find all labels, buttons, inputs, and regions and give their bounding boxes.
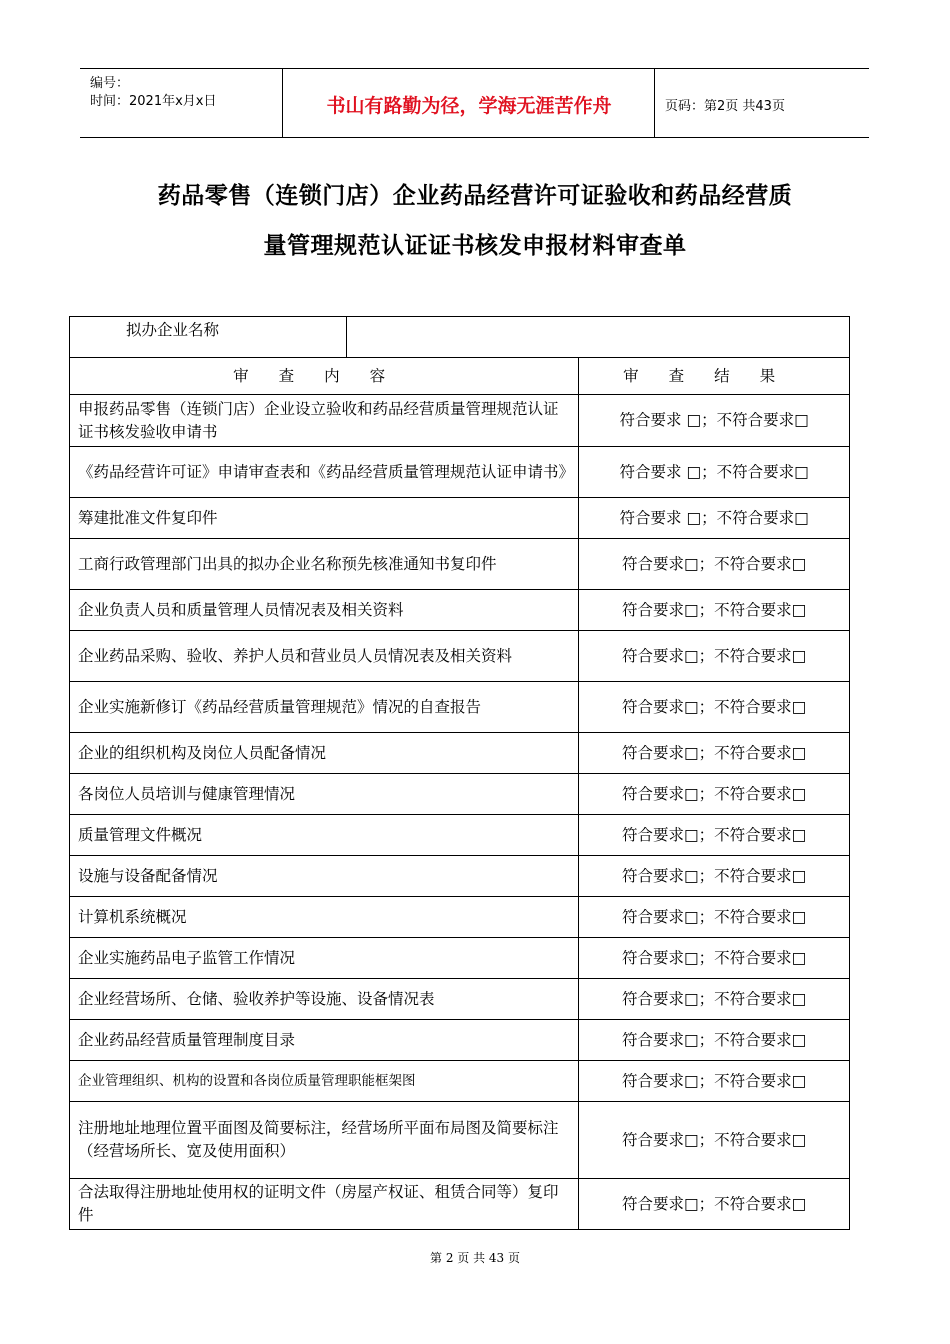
review-item-result[interactable]: 符合要求□；不符合要求□ [579, 1061, 850, 1102]
table-header-row [70, 358, 850, 395]
review-item-result[interactable]: 符合要求□；不符合要求□ [579, 590, 850, 631]
review-item-content: 企业管理组织、机构的设置和各岗位质量管理职能框架图 [70, 1061, 579, 1102]
review-item-content: 企业实施药品电子监管工作情况 [70, 938, 579, 979]
header-motto: 书山有路勤为径，学海无涯苦作舟 [326, 95, 612, 117]
review-item-content: 质量管理文件概况 [70, 815, 579, 856]
review-item-content: 《药品经营许可证》申请审查表和《药品经营质量管理规范认证申请书》 [70, 447, 579, 498]
document-number-label: 编号： [90, 76, 130, 91]
document-date-label: 时间：2021年x月x日 [90, 94, 217, 109]
review-item-result[interactable]: 符合要求□；不符合要求□ [579, 682, 850, 733]
review-item-result[interactable]: 符合要求□；不符合要求□ [579, 897, 850, 938]
header-page-info: 页码：第2页 共43页 [665, 99, 785, 114]
table-row [70, 395, 850, 447]
column-header-result: 审查结果 [579, 358, 850, 395]
review-item-result[interactable]: 符合要求□；不符合要求□ [579, 938, 850, 979]
review-item-result[interactable]: 符合要求 □；不符合要求□ [579, 447, 850, 498]
column-header-content: 审查内容 [70, 358, 579, 395]
review-item-result[interactable]: 符合要求□；不符合要求□ [579, 733, 850, 774]
header-meta [90, 75, 216, 111]
review-item-result[interactable]: 符合要求□；不符合要求□ [579, 774, 850, 815]
company-name-label: 拟办企业名称 [70, 317, 347, 358]
review-item-content: 企业负责人员和质量管理人员情况表及相关资料 [70, 590, 579, 631]
table-row [70, 1102, 850, 1179]
table-row [70, 539, 850, 590]
page-footer: 第 2 页 共 43 页 [430, 1251, 520, 1265]
review-item-result[interactable]: 符合要求□；不符合要求□ [579, 631, 850, 682]
table-row [70, 897, 850, 938]
review-item-content: 工商行政管理部门出具的拟办企业名称预先核准通知书复印件 [70, 539, 579, 590]
table-row [70, 631, 850, 682]
review-item-result[interactable]: 符合要求□；不符合要求□ [579, 1102, 850, 1179]
review-item-result[interactable]: 符合要求□；不符合要求□ [579, 979, 850, 1020]
table-row [70, 856, 850, 897]
review-item-result[interactable]: 符合要求□；不符合要求□ [579, 1179, 850, 1230]
document-title-line-1: 药品零售（连锁门店）企业药品经营许可证验收和药品经营质 [157, 182, 793, 209]
review-item-result[interactable]: 符合要求□；不符合要求□ [579, 1020, 850, 1061]
review-item-content: 企业实施新修订《药品经营质量管理规范》情况的自查报告 [70, 682, 579, 733]
table-row [70, 815, 850, 856]
table-row [70, 938, 850, 979]
table-row [70, 774, 850, 815]
table-row [70, 590, 850, 631]
review-item-content: 企业药品经营质量管理制度目录 [70, 1020, 579, 1061]
page-header [80, 68, 869, 138]
header-divider [654, 69, 655, 137]
table-row [70, 1061, 850, 1102]
company-name-value[interactable] [347, 317, 850, 358]
review-item-result[interactable]: 符合要求 □；不符合要求□ [579, 395, 850, 447]
review-item-result[interactable]: 符合要求□；不符合要求□ [579, 539, 850, 590]
review-item-content: 各岗位人员培训与健康管理情况 [70, 774, 579, 815]
table-row [70, 682, 850, 733]
review-item-content: 筹建批准文件复印件 [70, 498, 579, 539]
review-item-content: 申报药品零售（连锁门店）企业设立验收和药品经营质量管理规范认证证书核发验收申请书 [70, 395, 579, 447]
review-item-content: 企业药品采购、验收、养护人员和营业员人员情况表及相关资料 [70, 631, 579, 682]
table-row [70, 1020, 850, 1061]
table-row [70, 498, 850, 539]
table-row [70, 979, 850, 1020]
company-name-row [70, 317, 850, 358]
document-title-line-2: 量管理规范认证证书核发申报材料审查单 [263, 232, 687, 259]
review-item-content: 注册地址地理位置平面图及简要标注，经营场所平面布局图及简要标注（经营场所长、宽及使用面积） [70, 1102, 579, 1179]
table-row [70, 733, 850, 774]
review-item-content: 设施与设备配备情况 [70, 856, 579, 897]
table-row [70, 447, 850, 498]
review-item-result[interactable]: 符合要求□；不符合要求□ [579, 815, 850, 856]
review-item-content: 合法取得注册地址使用权的证明文件（房屋产权证、租赁合同等）复印件 [70, 1179, 579, 1230]
review-item-content: 企业经营场所、仓储、验收养护等设施、设备情况表 [70, 979, 579, 1020]
review-table [69, 316, 850, 1230]
review-item-result[interactable]: 符合要求□；不符合要求□ [579, 856, 850, 897]
review-item-content: 企业的组织机构及岗位人员配备情况 [70, 733, 579, 774]
review-item-content: 计算机系统概况 [70, 897, 579, 938]
review-item-result[interactable]: 符合要求 □；不符合要求□ [579, 498, 850, 539]
table-row [70, 1179, 850, 1230]
